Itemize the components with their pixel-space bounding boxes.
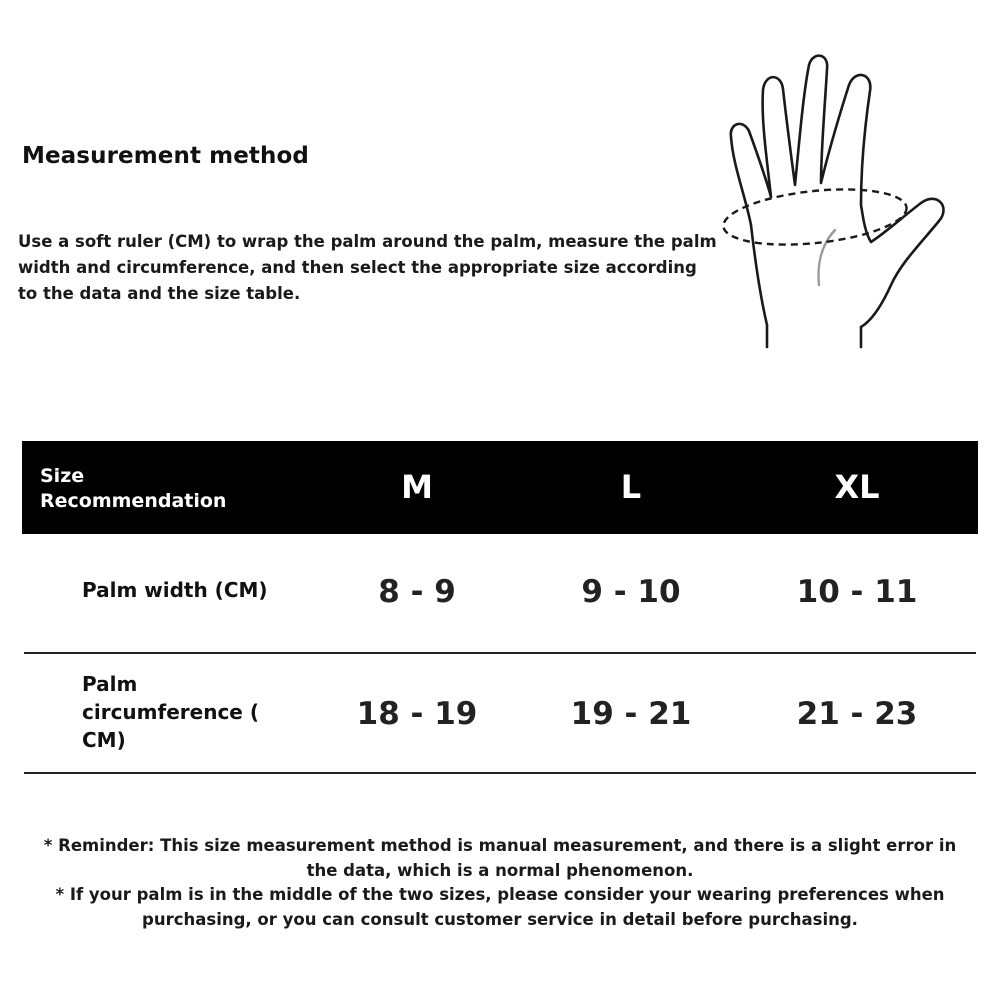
table-divider <box>24 772 976 774</box>
size-header-xl: XL <box>834 468 880 506</box>
palm-circumference-label: Palm circumference ( CM) <box>82 672 259 752</box>
palm-width-label: Palm width (CM) <box>82 578 268 602</box>
palm-circumference-xl: 21 - 23 <box>796 696 918 732</box>
table-row <box>22 654 978 772</box>
size-table-header <box>22 441 978 534</box>
palm-width-l: 9 - 10 <box>581 574 681 610</box>
measurement-instructions: Use a soft ruler (CM) to wrap the palm around the palm, measure the palm width and circumference, and then select the appropriate size according to the data and the size table. <box>18 232 717 303</box>
size-header-l: L <box>620 468 642 506</box>
palm-width-xl: 10 - 11 <box>796 574 918 610</box>
table-row <box>22 534 978 652</box>
palm-circumference-m: 18 - 19 <box>356 696 478 732</box>
palm-width-m: 8 - 9 <box>378 574 456 610</box>
size-choice-note: * If your palm is in the middle of the two sizes, please consider your wearing preferences when purchasing, or you can consult customer service in detail before purchasing. <box>55 885 945 929</box>
palm-circumference-l: 19 - 21 <box>570 696 692 732</box>
size-recommendation-header: Size Recommendation <box>40 465 227 512</box>
footnotes <box>40 834 960 932</box>
reminder-note: * Reminder: This size measurement method is manual measurement, and there is a slight error in the data, which is a normal phenomenon. <box>43 836 957 880</box>
hand-illustration-icon <box>715 45 960 350</box>
size-header-m: M <box>401 468 433 506</box>
measurement-method-heading: Measurement method <box>22 143 309 169</box>
